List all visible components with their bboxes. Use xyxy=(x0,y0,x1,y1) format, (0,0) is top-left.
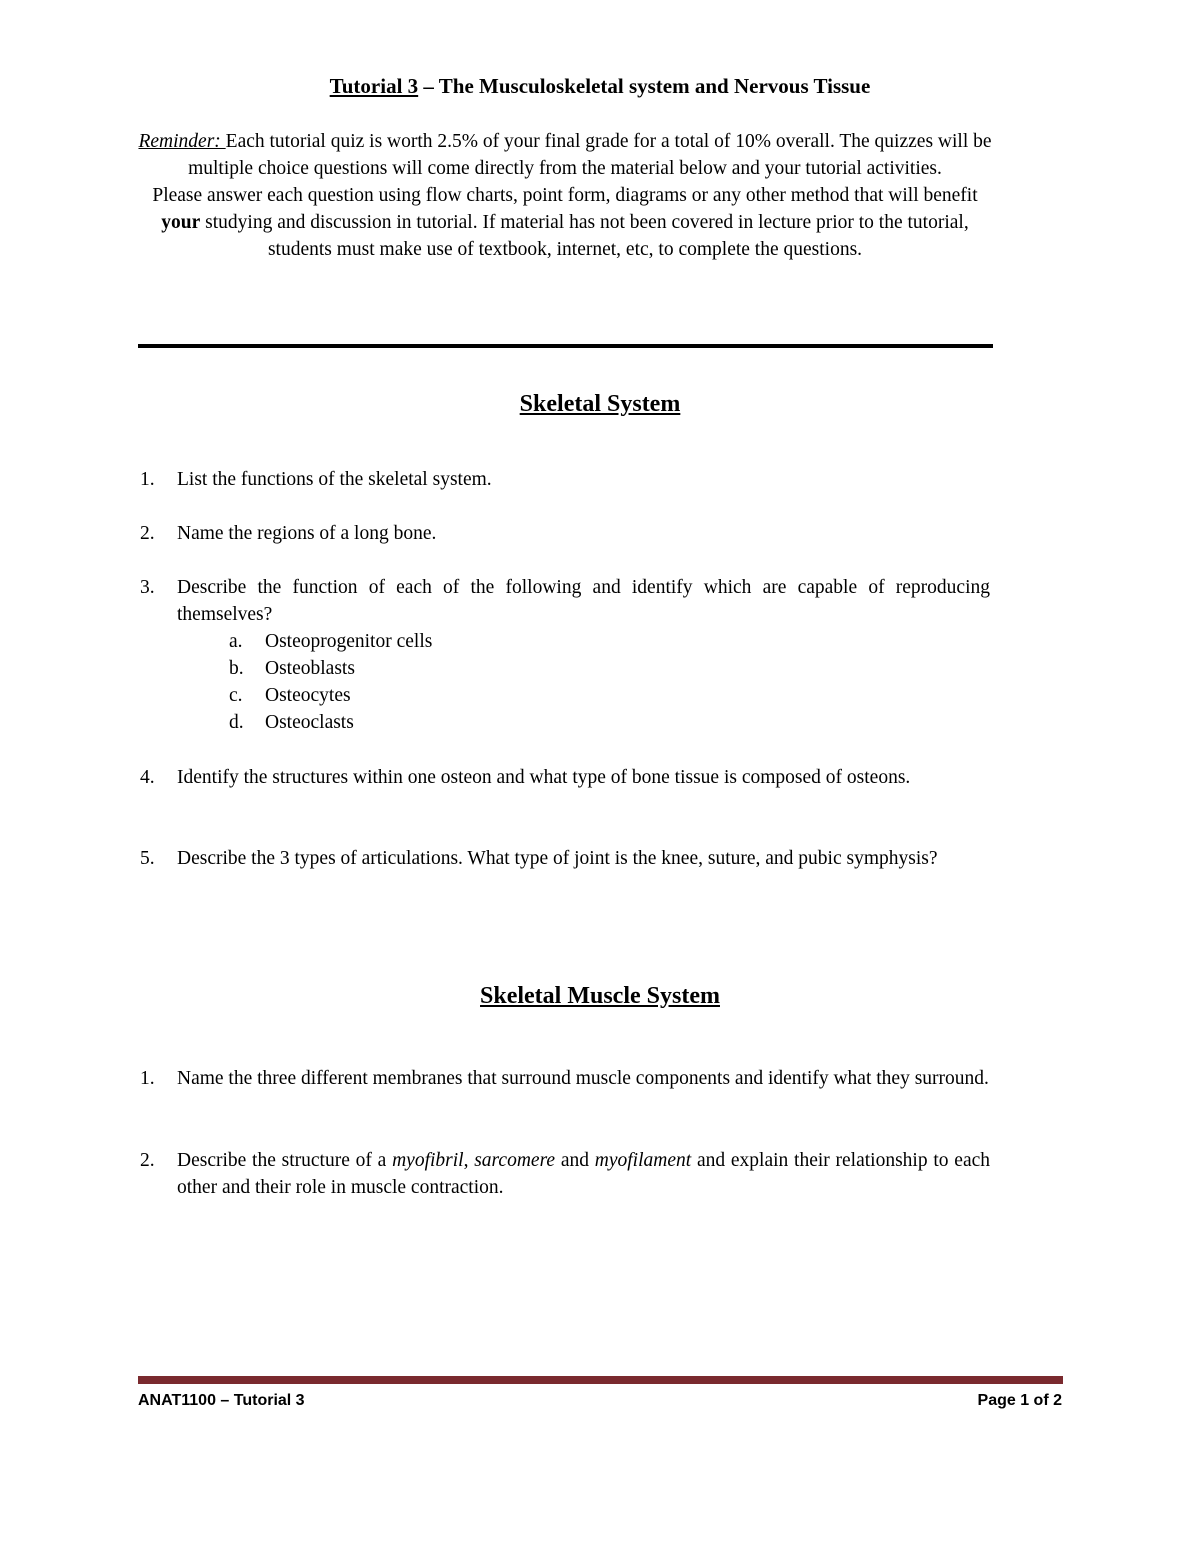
question-text: Identify the structures within one osteon and what type of bone tissue is composed of osteons. xyxy=(177,767,911,788)
question-text: Name the regions of a long bone. xyxy=(177,523,437,544)
q2-text-part: and explain their relationship to each other and their role in muscle contraction. xyxy=(177,1150,991,1198)
skeletal-question-4 xyxy=(140,764,990,791)
question-text: List the functions of the skeletal system. xyxy=(177,469,492,490)
sub-item-letter: a. xyxy=(229,631,243,652)
skeletal-question-5 xyxy=(140,845,990,872)
reminder-text-2-bold: your xyxy=(161,212,201,233)
sub-item-text: Osteoblasts xyxy=(265,658,355,679)
reminder-text-1: Each tutorial quiz is worth 2.5% of your final grade for a total of 10% overall. The quizzes will be multiple choice questions will come directly from the material below and your tutorial activities. xyxy=(188,131,992,179)
skeletal-question-2 xyxy=(140,520,990,547)
sub-item-text: Osteoclasts xyxy=(265,712,354,733)
question-text: Describe the function of each of the following and identify which are capable of reproducing themselves? xyxy=(177,577,990,625)
reminder-text-2a: Please answer each question using flow charts, point form, diagrams or any other method that will benefit xyxy=(152,185,978,206)
q2-text-part: , xyxy=(463,1150,475,1171)
term-myofilament: myofilament xyxy=(594,1150,692,1171)
question-number: 1. xyxy=(140,1068,155,1089)
muscle-question-1 xyxy=(140,1065,990,1092)
footer-rule xyxy=(138,1376,1063,1384)
sub-item-text: Osteocytes xyxy=(265,685,351,706)
skeletal-system-heading: Skeletal System xyxy=(519,391,681,417)
footer-course: ANAT1100 – Tutorial 3 xyxy=(138,1392,305,1409)
question-number: 2. xyxy=(140,523,155,544)
term-myofibril: myofibril xyxy=(392,1150,464,1171)
title-rest: – The Musculoskeletal system and Nervous Tissue xyxy=(418,74,871,98)
term-sarcomere: sarcomere xyxy=(474,1150,556,1171)
q2-text-part: Describe the structure of a xyxy=(177,1150,393,1171)
skeletal-question-1 xyxy=(140,466,990,493)
sub-item-letter: c. xyxy=(229,685,243,706)
question-number: 3. xyxy=(140,577,155,598)
question-number: 2. xyxy=(140,1150,155,1171)
reminder-label: Reminder: xyxy=(138,131,226,152)
footer-page-number: Page 1 of 2 xyxy=(977,1392,1062,1409)
question-number: 4. xyxy=(140,767,155,788)
section-divider xyxy=(138,344,993,348)
muscle-question-2 xyxy=(140,1147,990,1201)
reminder-block xyxy=(135,128,995,263)
title-prefix: Tutorial 3 xyxy=(329,74,419,98)
page-title xyxy=(0,74,1200,99)
skeletal-question-3 xyxy=(140,574,990,628)
question-number: 5. xyxy=(140,848,155,869)
question-text: Describe the 3 types of articulations. What type of joint is the knee, suture, and pubic symphysis? xyxy=(177,848,938,869)
reminder-text-2b: studying and discussion in tutorial. If material has not been covered in lecture prior to the tutorial, students must make use of textbook, internet, etc, to complete the questions. xyxy=(200,212,969,260)
question-text xyxy=(177,1147,990,1201)
question-number: 1. xyxy=(140,469,155,490)
sub-item-letter: d. xyxy=(229,712,244,733)
question-text: Name the three different membranes that surround muscle components and identify what they surround. xyxy=(177,1068,989,1089)
sub-item-text: Osteoprogenitor cells xyxy=(265,631,433,652)
sub-item-letter: b. xyxy=(229,658,244,679)
q2-text-part: and xyxy=(555,1150,595,1171)
skeletal-muscle-system-heading: Skeletal Muscle System xyxy=(480,983,720,1009)
